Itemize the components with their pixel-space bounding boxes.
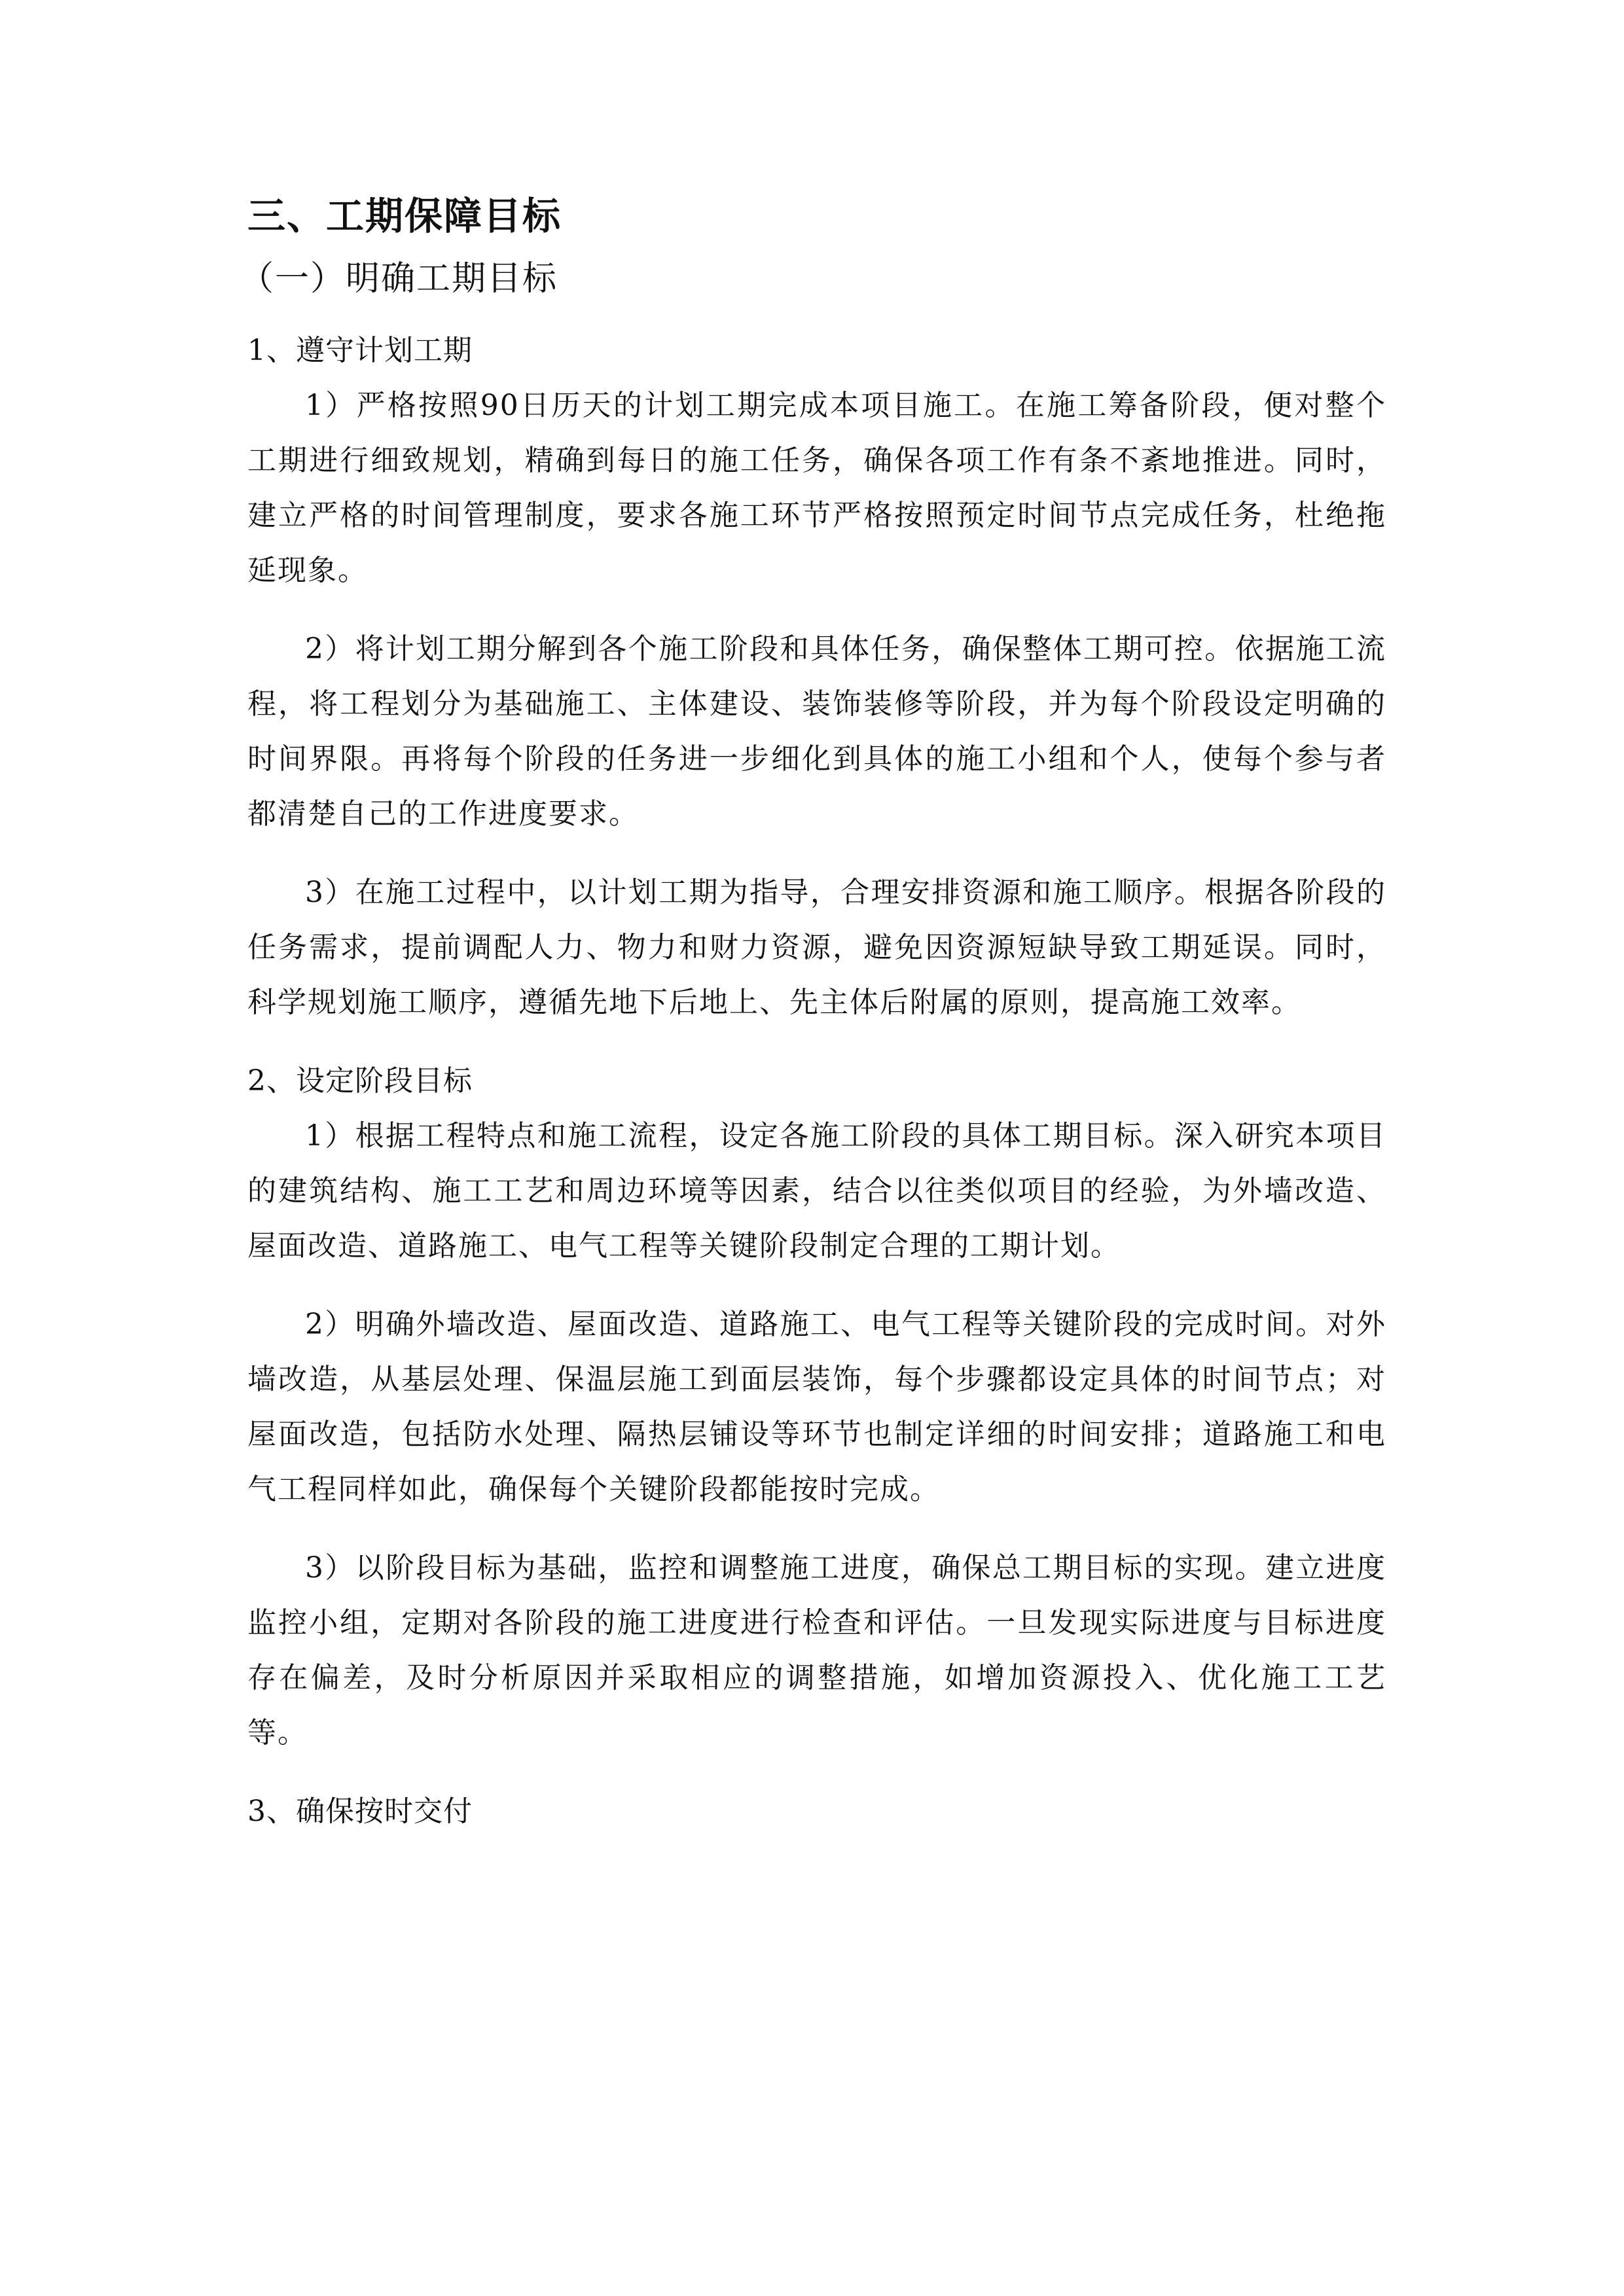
section-2-heading: 2、设定阶段目标 (247, 1064, 473, 1098)
section-1 (247, 323, 1386, 1030)
document-body (240, 190, 1386, 1839)
section-1-paragraph-3: 3）在施工过程中，以计划工期为指导，合理安排资源和施工顺序。根据各阶段的任务需求，提前调配人力、物力和财力资源，避免因资源短缺导致工期延误。同时，科学规划施工顺序，遵循先地下后地上、先主体后附属的原则，提高施工效率。 (247, 876, 1386, 1019)
section-2-paragraph-1: 1）根据工程特点和施工流程，设定各施工阶段的具体工期目标。深入研究本项目的建筑结构、施工工艺和周边环境等因素，结合以往类似项目的经验，为外墙改造、屋面改造、道路施工、电气工程等关键阶段制定合理的工期计划。 (247, 1119, 1386, 1263)
section-1-heading: 1、遵守计划工期 (247, 334, 473, 367)
section-2-paragraph-2: 2）明确外墙改造、屋面改造、道路施工、电气工程等关键阶段的完成时间。对外墙改造，从基层处理、保温层施工到面层装饰，每个步骤都设定具体的时间节点；对屋面改造，包括防水处理、隔热层铺设等环节也制定详细的时间安排；道路施工和电气工程同样如此，确保每个关键阶段都能按时完成。 (247, 1308, 1386, 1506)
section-3-heading: 3、确保按时交付 (247, 1795, 473, 1828)
subsection-title: （一）明确工期目标 (240, 259, 558, 298)
section-1-paragraph-1: 1）严格按照90日历天的计划工期完成本项目施工。在施工筹备阶段，便对整个工期进行细致规划，精确到每日的施工任务，确保各项工作有条不紊地推进。同时，建立严格的时间管理制度，要求各施工环节严格按照预定时间节点完成任务，杜绝拖延现象。 (247, 389, 1386, 587)
section-title: 三、工期保障目标 (247, 194, 562, 238)
section-2-paragraph-3: 3）以阶段目标为基础，监控和调整施工进度，确保总工期目标的实现。建立进度监控小组，定期对各阶段的施工进度进行检查和评估。一旦发现实际进度与目标进度存在偏差，及时分析原因并采取相应的调整措施，如增加资源投入、优化施工工艺等。 (247, 1551, 1386, 1749)
section-2 (247, 1054, 1386, 1761)
section-1-paragraph-2: 2）将计划工期分解到各个施工阶段和具体任务，确保整体工期可控。依据施工流程，将工程划分为基础施工、主体建设、装饰装修等阶段，并为每个阶段设定明确的时间界限。再将每个阶段的任务进一步细化到具体的施工小组和个人，使每个参与者都清楚自己的工作进度要求。 (247, 632, 1386, 831)
section-3 (247, 1784, 1386, 1839)
